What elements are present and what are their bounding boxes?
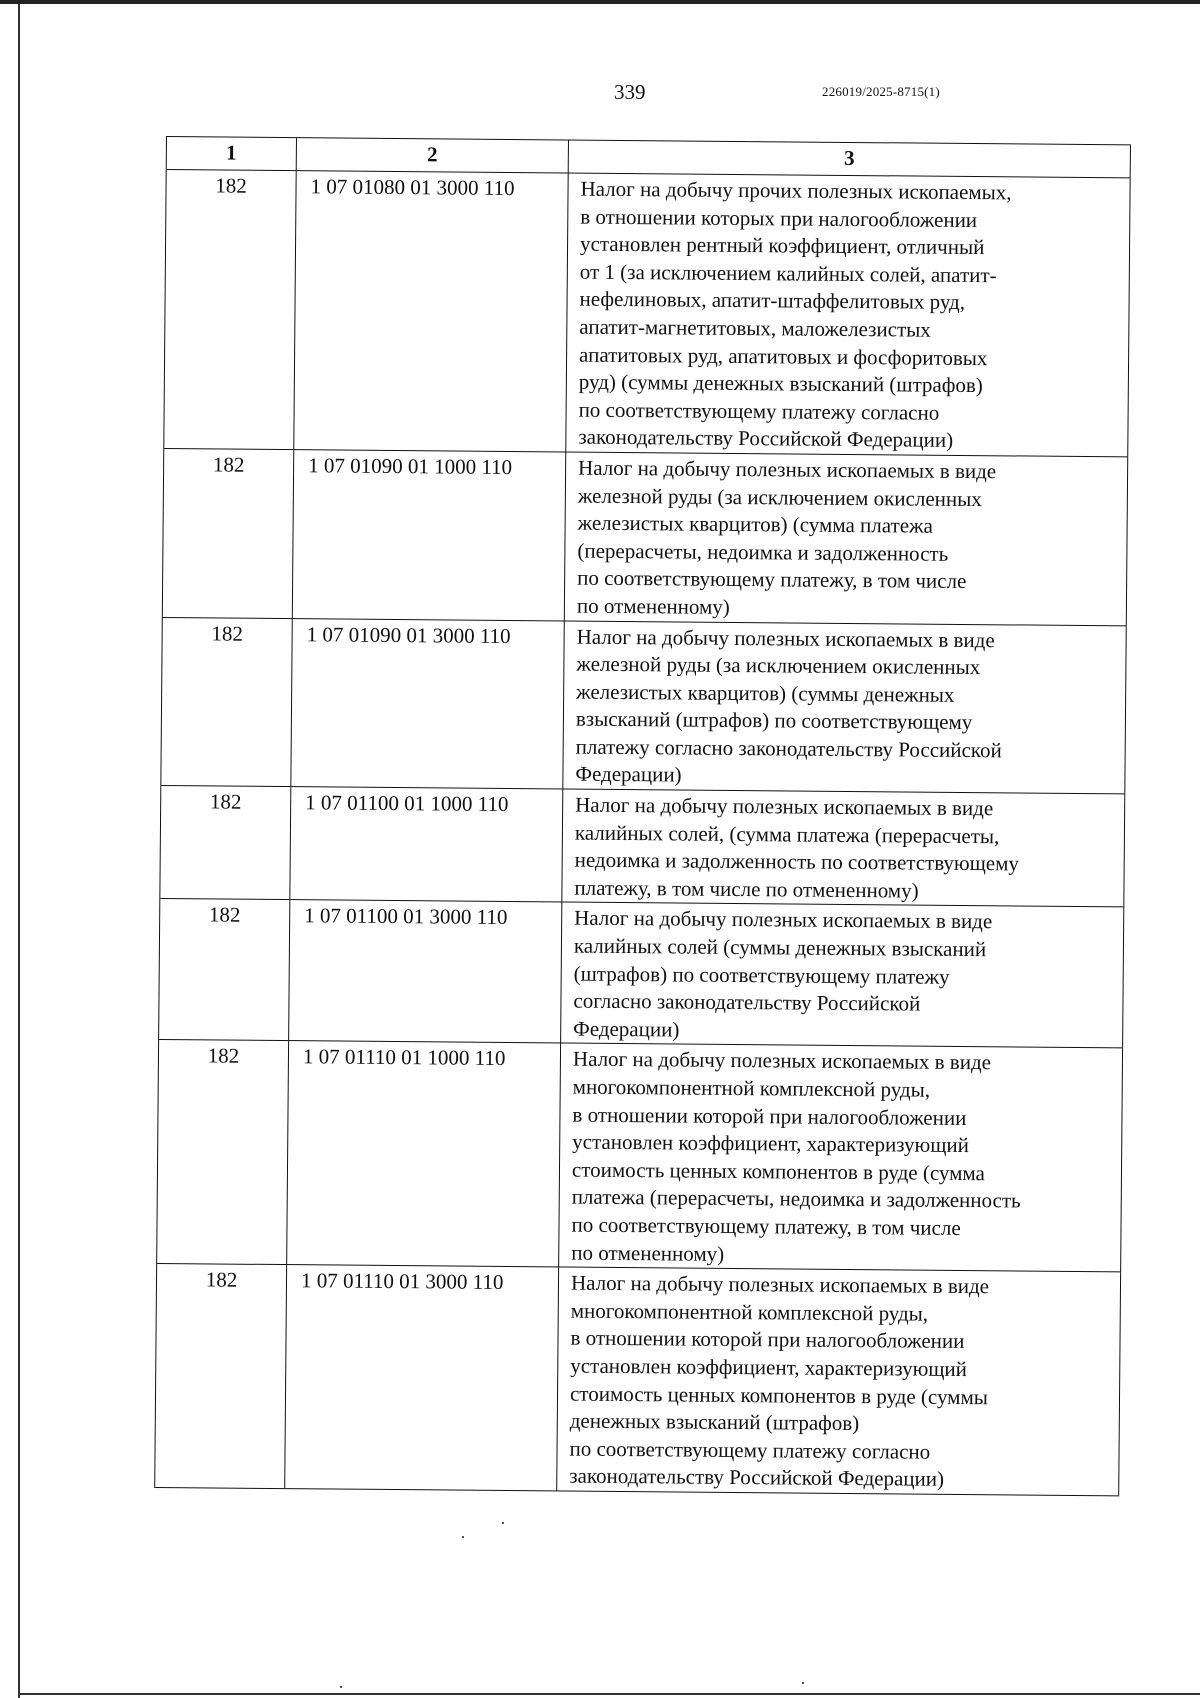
scan-speck	[462, 1536, 464, 1538]
description-line: по соответствующему платежу, в том числе	[577, 565, 967, 594]
description-line: Налог на добычу полезных ископаемых в виде	[576, 624, 995, 652]
description-line: Налог на добычу полезных ископаемых в виде	[578, 455, 997, 484]
table-row	[159, 899, 1124, 1048]
description-line: стоимость ценных компонентов в руде (суммы	[569, 1381, 989, 1409]
description-line: по соответствующему платежу согласно	[569, 1436, 931, 1464]
column-header-2: 2	[297, 138, 569, 172]
cell-budget-code: 1 07 01090 01 1000 110	[293, 450, 566, 620]
description-line: калийных солей (суммы денежных взысканий	[573, 933, 987, 962]
scan-edge-bottom	[18, 1693, 1200, 1695]
description-line: апатит-магнетитовых, маложелезистых	[579, 314, 931, 342]
cell-admin-code: 182	[164, 170, 296, 449]
description-line: платежу, в том числе по отмененному)	[574, 875, 919, 903]
description-line: руд) (суммы денежных взысканий (штрафов)	[578, 369, 983, 398]
cell-budget-code: 1 07 01110 01 3000 110	[285, 1265, 559, 1490]
column-header-3: 3	[569, 141, 1131, 178]
cell-budget-code: 1 07 01080 01 3000 110	[294, 171, 568, 451]
description-line: по отмененному)	[571, 1240, 725, 1266]
cell-budget-code: 1 07 01100 01 3000 110	[289, 901, 562, 1043]
description-line: (перерасчеты, недоимка и задолженность	[577, 538, 949, 566]
description-line: Налог на добычу полезных ископаемых в виде	[570, 1270, 990, 1299]
description-line: Федерации)	[575, 762, 682, 787]
cell-description	[562, 790, 1125, 907]
budget-code-table	[154, 136, 1131, 1496]
table-body	[155, 170, 1130, 1496]
description-line: (штрафов) по соответствующему платежу	[573, 961, 950, 989]
description-line: платежа (перерасчеты, недоимка и задолженность	[571, 1184, 1021, 1213]
scan-speck	[802, 1682, 804, 1684]
scan-speck	[340, 1686, 342, 1688]
description-line: в отношении которой при налогообложении	[572, 1102, 967, 1130]
description-line: железной руды (за исключением окисленных	[576, 651, 981, 680]
scan-speck	[502, 1522, 504, 1524]
cell-description	[559, 1044, 1123, 1272]
cell-budget-code: 1 07 01100 01 1000 110	[290, 787, 563, 902]
cell-admin-code: 182	[159, 899, 290, 1040]
table-row	[157, 1040, 1123, 1272]
description-line: установлен коэффициент, характеризующий	[572, 1129, 970, 1158]
cell-description	[566, 174, 1130, 457]
description-line: согласно законодательству Российской	[573, 988, 921, 1016]
description-line: железной руды (за исключением окисленных	[577, 483, 982, 511]
description-line: по соответствующему платежу, в том числе	[571, 1212, 961, 1240]
description-line: Налог на добычу полезных ископаемых в виде	[574, 906, 993, 934]
cell-description	[563, 621, 1126, 793]
column-header-1: 1	[167, 137, 297, 170]
cell-admin-code: 182	[160, 786, 291, 900]
cell-description	[561, 903, 1124, 1048]
description-line: установлен рентный коэффициент, отличный	[579, 231, 985, 260]
description-line: Налог на добычу полезных ископаемых в виде	[572, 1046, 992, 1075]
description-line: Налог на добычу прочих полезных ископаемых,	[580, 176, 1012, 205]
description-line: в отношении которой при налогообложении	[570, 1325, 965, 1354]
cell-admin-code: 182	[163, 449, 294, 618]
cell-budget-code: 1 07 01110 01 1000 110	[287, 1042, 561, 1267]
description-line: по отмененному)	[576, 593, 730, 619]
description-line: от 1 (за исключением калийных солей, апатит-	[579, 259, 997, 288]
cell-description	[565, 452, 1128, 624]
table-row	[164, 170, 1130, 457]
table-row	[160, 786, 1125, 908]
table-row	[161, 617, 1126, 794]
description-line: железистых кварцитов) (суммы денежных	[576, 679, 955, 707]
scan-edge-top	[0, 0, 1200, 4]
description-line: калийных солей, (сумма платежа (перерасчеты,	[574, 820, 1000, 848]
cell-admin-code: 182	[161, 617, 292, 786]
document-reference: 226019/2025-8715(1)	[822, 84, 940, 99]
description-line: стоимость ценных компонентов в руде (сумма	[571, 1157, 986, 1185]
table-row	[163, 449, 1128, 626]
description-line: железистых кварцитов) (сумма платежа	[577, 510, 934, 538]
scan-edge-left	[18, 4, 20, 1698]
cell-admin-code: 182	[157, 1040, 289, 1264]
description-line: в отношении которых при налогообложении	[580, 204, 978, 232]
description-line: законодательству Российской Федерации)	[578, 424, 954, 453]
table-row	[155, 1264, 1121, 1496]
description-line: по соответствующему платежу согласно	[578, 397, 940, 425]
description-line: многокомпонентной комплексной руды,	[570, 1298, 929, 1326]
description-line: законодательству Российской Федерации)	[569, 1463, 945, 1492]
cell-budget-code: 1 07 01090 01 3000 110	[291, 619, 564, 789]
description-line: недоимка и задолженность по соответствующему	[574, 847, 1020, 876]
description-line: нефелиновых, апатит-штаффелитовых руд,	[579, 286, 966, 315]
description-line: установлен коэффициент, характеризующий	[570, 1353, 968, 1381]
description-line: платежу согласно законодательству Российской	[575, 734, 1002, 763]
cell-description	[557, 1268, 1121, 1496]
description-line: апатитовых руд, апатитовых и фосфоритовых	[579, 342, 988, 370]
description-line: Налог на добычу полезных ископаемых в виде	[575, 792, 994, 821]
description-line: Федерации)	[573, 1016, 680, 1042]
description-line: денежных взысканий (штрафов)	[569, 1408, 860, 1436]
description-line: многокомпонентной комплексной руды,	[572, 1074, 931, 1102]
page-number: 339	[614, 80, 646, 104]
cell-admin-code: 182	[155, 1264, 287, 1488]
description-line: взысканий (штрафов) по соответствующему	[575, 706, 973, 735]
